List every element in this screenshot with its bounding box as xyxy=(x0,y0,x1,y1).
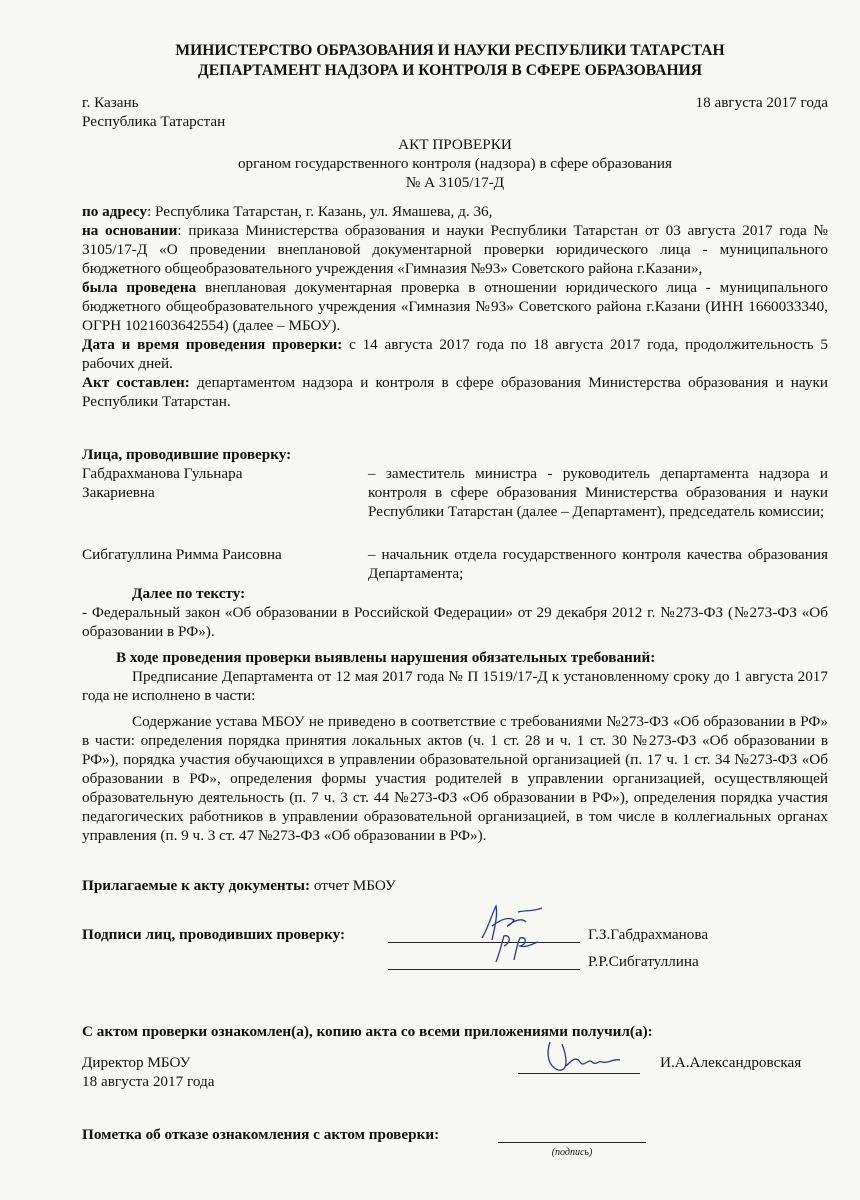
violation-paragraph-1: Предписание Департамента от 12 мая 2017 года № П 1519/17-Д к установленному сроку до 1 августа 2017 года не исполнено в части: xyxy=(82,668,828,704)
violation-paragraph-2: Содержание устава МБОУ не приведено в соответствие с требованиями №273-ФЗ «Об образовании в РФ» в части: определения порядка принятия локальных актов (ч. 1 ст. 28 и ч. 1 ст. 30 №273-ФЗ «Об образовании в РФ»), порядка участия обучающихся в управлении образовательной организацией (п. 17 ч. 1 ст. 34 №273-ФЗ «Об образовании в РФ», определения формы участия родителей в управлении организацией, осуществляющей образовательную деятельность (п. 7 ч. 3 ст. 44 №273-ФЗ «Об образовании в РФ»), определения порядка участия педагогических работников в управлении образовательной организацией, в том числе в коллегиальных органах управления (п. 9 ч. 3 ст. 47 №273-ФЗ «Об образовании в РФ»). xyxy=(82,713,828,844)
title-number: № А 3105/17-Д xyxy=(405,174,505,191)
place-block xyxy=(82,93,225,131)
inspector-2-role: – начальник отдела государственного контроля качества образования Департамента; xyxy=(368,546,828,582)
conducted-paragraph: была проведена внеплановая документарная проверка в отношении юридического лица - муниципального бюджетного общеобразовательного учреждения «Гимназия №93» Советского района г.Казани (ИНН 1660033340, ОГРН 1021603642554) (далее – МБОУ). xyxy=(82,279,828,334)
signatures-label: Подписи лиц, проводивших проверку: xyxy=(82,926,346,943)
director-name: И.А.Александровская xyxy=(660,1054,802,1071)
inspectors-label: Лица, проводившие проверку: xyxy=(82,446,292,463)
acquainted-label: С актом проверки ознакомлен(а), копию акта со всеми приложениями получил(а): xyxy=(82,1023,653,1040)
region: Республика Татарстан xyxy=(82,113,226,130)
composed-paragraph: Акт составлен: департаментом надзора и контроля в сфере образования Министерства образования и науки Республики Татарстан. xyxy=(82,374,829,410)
address-paragraph: по адресу: Республика Татарстан, г. Казань, ул. Ямашева, д. 36, xyxy=(82,203,493,220)
further-label: Далее по тексту: xyxy=(132,585,246,602)
title-line-2: органом государственного контроля (надзора) в сфере образования xyxy=(237,155,673,172)
act-body xyxy=(82,202,828,411)
inspector-2-name: Сибгатуллина Римма Раисовна xyxy=(82,546,282,563)
signatory-1-name: Г.З.Габдрахманова xyxy=(588,926,709,943)
document-date: 18 августа 2017 года xyxy=(695,94,828,111)
title-line-1: АКТ ПРОВЕРКИ xyxy=(398,136,512,153)
document-title xyxy=(82,135,828,192)
signature-line-2 xyxy=(388,951,580,970)
violations-text xyxy=(82,667,828,845)
inspector-1-name: Габдрахманова Гульнара Закариевна xyxy=(82,465,243,501)
signature-2-handwriting xyxy=(486,930,546,966)
attached-docs: Прилагаемые к акту документы: отчет МБОУ xyxy=(82,877,396,894)
director-date: 18 августа 2017 года xyxy=(82,1073,215,1090)
director-position: Директор МБОУ xyxy=(82,1054,191,1071)
ministry-header xyxy=(70,41,830,81)
refusal-label: Пометка об отказе ознакомления с актом проверки: xyxy=(82,1126,440,1143)
refusal-signature-line xyxy=(498,1124,646,1143)
datetime-paragraph: Дата и время проведения проверки: с 14 августа 2017 года по 18 августа 2017 года, продолжительность 5 рабочих дней. xyxy=(82,336,828,372)
director-signature-handwriting xyxy=(536,1030,626,1076)
refusal-caption: (подпись) xyxy=(551,1147,593,1158)
header-line-1: МИНИСТЕРСТВО ОБРАЗОВАНИЯ И НАУКИ РЕСПУБЛИКИ ТАТАРСТАН xyxy=(175,42,725,59)
city: г. Казань xyxy=(82,94,139,111)
header-line-2: ДЕПАРТАМЕНТ НАДЗОРА И КОНТРОЛЯ В СФЕРЕ ОБРАЗОВАНИЯ xyxy=(198,62,702,79)
signatory-2-name: Р.Р.Сибгатуллина xyxy=(588,953,699,970)
violations-heading: В ходе проведения проверки выявлены нарушения обязательных требований: xyxy=(116,649,656,666)
director-block xyxy=(82,1053,214,1091)
basis-paragraph: на основании: приказа Министерства образования и науки Республики Татарстан от 03 августа 2017 года № 3105/17-Д «О проведении внеплановой документарной проверки юридического лица - муниципального бюджетного общеобразовательного учреждения «Гимназия №93» Советского района г.Казани», xyxy=(82,222,828,277)
inspector-1-role: – заместитель министра - руководитель департамента надзора и контроля в сфере образования Министерства образования и науки Республики Татарстан (далее – Департамент), председатель комиссии; xyxy=(368,465,828,520)
further-text: - Федеральный закон «Об образовании в Российской Федерации» от 29 декабря 2012 г. №273-ФЗ (№273-ФЗ «Об образовании в РФ»). xyxy=(82,604,828,640)
